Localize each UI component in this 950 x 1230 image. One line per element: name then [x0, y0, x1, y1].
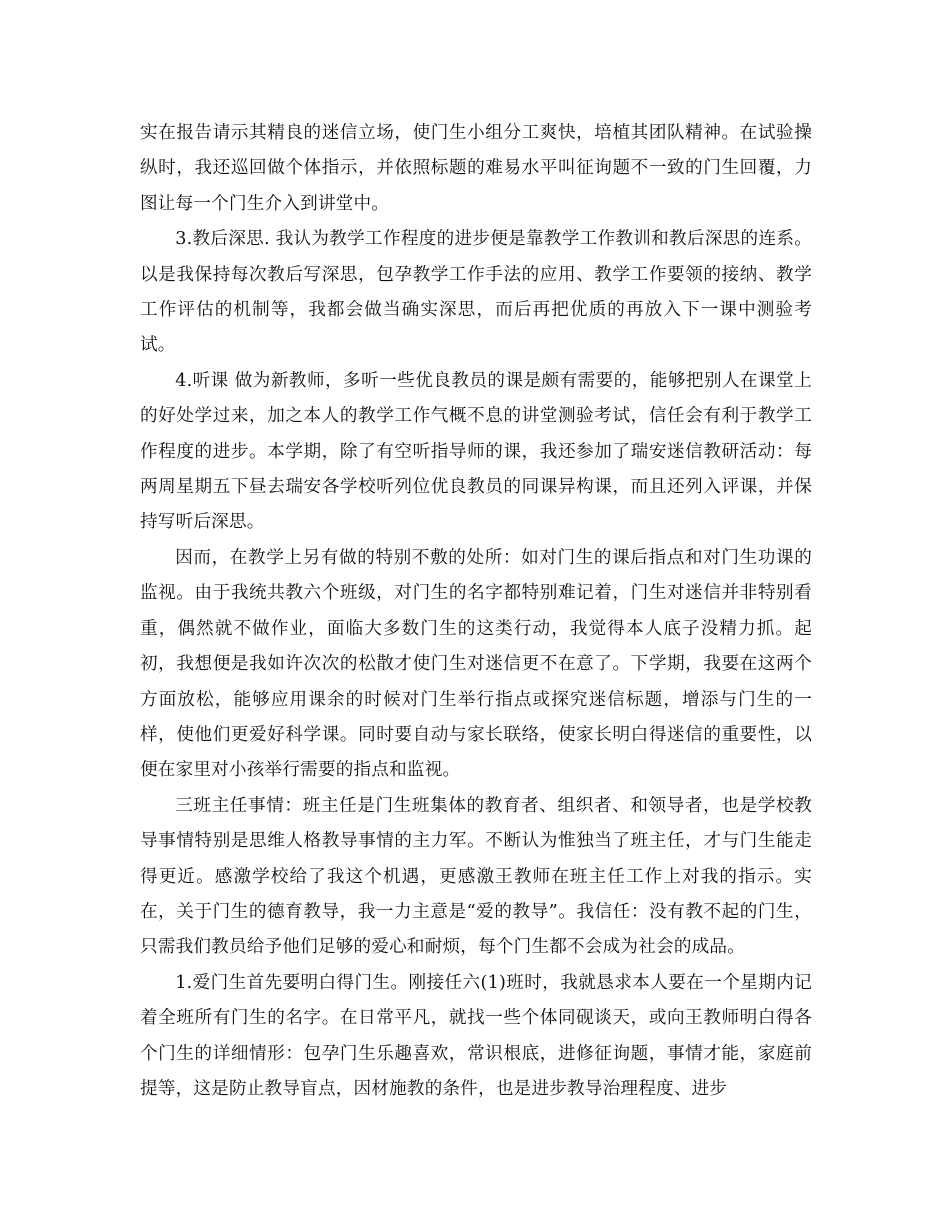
document-body: [140, 116, 812, 1107]
paragraph-1: 实在报告请示其精良的迷信立场，使门生小组分工爽快，培植其团队精神。在试验操纵时，我还巡回做个体指示，并依照标题的难易水平叫征询题不一致的门生回覆，力图让每一个门生介入到讲堂中。: [140, 123, 812, 214]
paragraph-2: 3.教后深思. 我认为教学工作程度的进步便是靠教学工作教训和教后深思的连系。以是我保持每次教后写深思，包孕教学工作手法的应用、教学工作要领的接纳、教学工作评估的机制等，我都会做当确实深思，而后再把优质的再放入下一课中测验考试。: [140, 229, 812, 356]
paragraph-5: 三班主任事情：班主任是门生班集体的教育者、组织者、和领导者，也是学校教导事情特别是思维人格教导事情的主力军。不断认为惟独当了班主任，才与门生能走得更近。感激学校给了我这个机遇，更感激王教师在班主任工作上对我的指示。实在，关于门生的德育教导，我一力主意是“爱的教导”。我信任：没有教不起的门生，只需我们教员给予他们足够的爱心和耐烦，每个门生都不会成为社会的成品。: [140, 795, 812, 958]
paragraph-3: 4.听课 做为新教师，多听一些优良教员的课是颇有需要的，能够把别人在课堂上的好处学过来，加之本人的教学工作气概不息的讲堂测验考试，信任会有利于教学工作程度的进步。本学期，除了有空听指导师的课，我还参加了瑞安迷信教研活动：每两周星期五下昼去瑞安各学校听列位优良教员的同课异构课，而且还列入评课，并保持写听后深思。: [140, 370, 812, 533]
paragraph-4: 因而，在教学上另有做的特别不敷的处所：如对门生的课后指点和对门生功课的监视。由于我统共教六个班级，对门生的名字都特别难记着，门生对迷信并非特别看重，偶然就不做作业，面临大多数门生的这类行动，我觉得本人底子没精力抓。起初，我想便是我如许次次的松散才使门生对迷信更不在意了。下学期，我要在这两个方面放松，能够应用课余的时候对门生举行指点或探究迷信标题，增添与门生的一样，使他们更爱好科学课。同时要自动与家长联络，使家长明白得迷信的重要性，以便在家里对小孩举行需要的指点和监视。: [140, 547, 812, 781]
paragraph-6: 1.爱门生首先要明白得门生。刚接任六(1)班时，我就恳求本人要在一个星期内记着全班所有门生的名字。在日常平凡，就找一些个体同砚谈天，或向王教师明白得各个门生的详细情形：包孕门生乐趣喜欢，常识根底，进修征询题，事情才能，家庭前提等，这是防止教导盲点，因材施教的条件，也是进步教导治理程度、进步: [140, 972, 812, 1099]
